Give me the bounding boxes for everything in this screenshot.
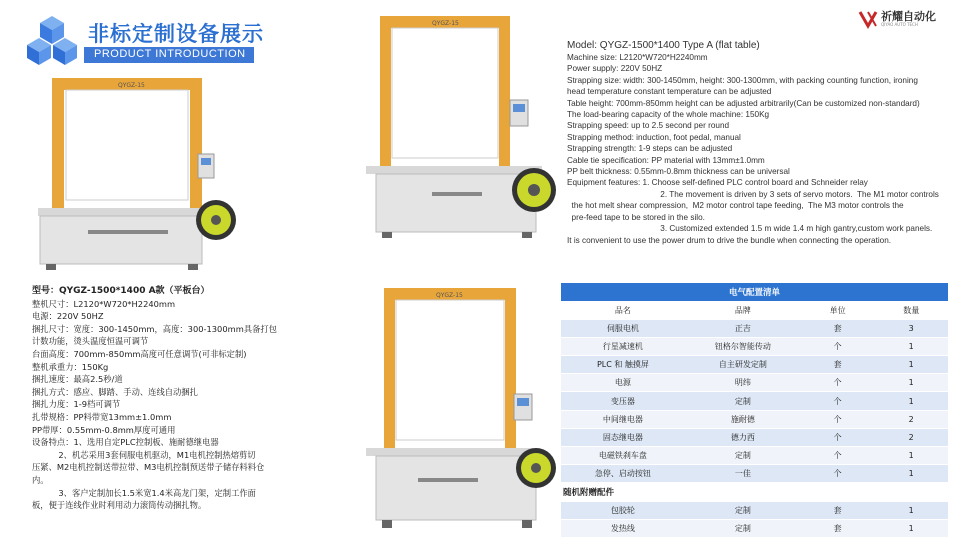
table-cell: 正吉 [685, 319, 801, 337]
table-cell: 电磁铁刹车盘 [561, 447, 685, 465]
machine-photo-2 [362, 10, 562, 240]
spec-en-model: Model: QYGZ-1500*1400 Type A (flat table) [567, 40, 760, 51]
table-cell: 套 [801, 501, 875, 519]
page-subtitle: PRODUCT INTRODUCTION [94, 48, 246, 60]
machine-label-1: QYGZ-15 [118, 82, 145, 89]
table-cell: 急停、启动按钮 [561, 465, 685, 483]
table-cell: 定制 [685, 447, 801, 465]
spec-cn-line: 3、客户定制加长1.5米宽1.4米高龙门架，定制工作面 [32, 487, 256, 498]
spec-en-line: pre-feed tape to be stored in the silo. [567, 212, 705, 222]
table-cell: 1 [874, 501, 948, 519]
spec-cn-line: 设备特点：1、选用自定PLC控制板、施耐德继电器 [32, 437, 219, 448]
table-row [561, 428, 948, 446]
table-title: 电气配置清单 [561, 283, 948, 301]
table-cell: 2 [874, 410, 948, 428]
table-row [561, 356, 948, 374]
table-row [561, 374, 948, 392]
spec-en-line: The load-bearing capacity of the whole machine: 150Kg [567, 110, 770, 120]
table-cell: 个 [801, 392, 875, 410]
table-cell: 1 [874, 465, 948, 483]
table-cell: 个 [801, 410, 875, 428]
spec-cn-line: 捆扎速度：最高2.5秒/道 [32, 374, 123, 385]
table-cell: 个 [801, 337, 875, 355]
specs-chinese [32, 285, 300, 512]
table-header-cell: 数量 [874, 301, 948, 319]
table-header-cell: 品牌 [685, 301, 801, 319]
machine-photo-1 [38, 74, 258, 274]
spec-en-line: Machine size: L2120*W720*H2240mm [567, 53, 708, 62]
spec-cn-line: 计数功能，烫头温度恒温可调节 [32, 336, 149, 347]
spec-en-line: Cable tie specification: PP material with 13mm±1.0mm [567, 155, 765, 165]
table-cell: 个 [801, 465, 875, 483]
table-cell: 1 [874, 374, 948, 392]
spec-en-line: 3. Customized extended 1.5 m wide 1.4 m high gantry,custom work panels. [567, 224, 933, 234]
spec-cn-line: 捆扎尺寸：宽度：300-1450mm，高度：300-1300mm具备打包 [32, 323, 277, 334]
table-cell: 中间继电器 [561, 410, 685, 428]
table-cell: 固态继电器 [561, 428, 685, 446]
company-subname: QIYAO AUTO TECH [881, 22, 918, 27]
table-row [561, 519, 948, 537]
spec-en-line: head temperature constant temperature can be adjusted [567, 87, 772, 97]
spec-cn-line: 内。 [32, 474, 49, 485]
electrical-config-table [561, 283, 948, 538]
spec-en-line: Power supply: 220V 50HZ [567, 64, 663, 74]
spec-en-line: Strapping speed: up to 2.5 second per round [567, 121, 730, 131]
spec-en-line: 2. The movement is driven by 3 sets of servo motors. The M1 motor controls [567, 189, 939, 199]
spec-en-line: PP belt thickness: 0.55mm-0.8mm thickness can be universal [567, 167, 790, 177]
spec-cn-line: 扎带规格：PP料带宽13mm±1.0mm [32, 411, 172, 422]
table-cell: 个 [801, 374, 875, 392]
spec-en-line: It is convenient to use the power drum to drive the bundle when connecting the operation. [567, 235, 892, 245]
spec-cn-line: 压紧、M2电机控制送带拉带、M3电机控制预送带子储存料料仓 [32, 462, 265, 473]
table-header-cell: 品名 [561, 301, 685, 319]
company-name: 祈耀自动化 [881, 10, 936, 23]
machine-label-2: QYGZ-15 [432, 20, 459, 27]
table-row [561, 501, 948, 519]
spec-cn-model: 型号：QYGZ-1500*1400 A款（平板台） [32, 286, 210, 296]
table-cell: 定制 [685, 392, 801, 410]
spec-en-line: Strapping size: width: 300-1450mm, height: 300-1300mm, with packing counting function, ironing [567, 75, 918, 85]
table-cell: 定制 [685, 519, 801, 537]
table-row [561, 410, 948, 428]
table-cell: 电源 [561, 374, 685, 392]
table-cell: 自主研发定制 [685, 356, 801, 374]
table-cell: 伺服电机 [561, 319, 685, 337]
spec-en-line: Strapping method: induction, foot pedal, manual [567, 132, 741, 142]
spec-cn-line: 捆扎力度：1-9档可调节 [32, 399, 121, 410]
machine-label-3: QYGZ-15 [436, 292, 463, 299]
spec-cn-line: 电源：220V 50HZ [32, 311, 104, 322]
table-cell: 行星减速机 [561, 337, 685, 355]
table-cell: 1 [874, 337, 948, 355]
table-row [561, 392, 948, 410]
table-cell: 套 [801, 319, 875, 337]
brand-cubes-icon [26, 14, 78, 66]
table-header-cell: 单位 [801, 301, 875, 319]
table-cell: 德力西 [685, 428, 801, 446]
spec-cn-line: 2、机芯采用3套伺服电机驱动，M1电机控制热熔剪切 [32, 449, 256, 460]
table-cell: 1 [874, 356, 948, 374]
spec-cn-line: 台面高度：700mm-850mm高度可任意调节(可非标定制) [32, 348, 247, 359]
table-cell: 一佳 [685, 465, 801, 483]
table-cell: 包胶轮 [561, 501, 685, 519]
table-cell: PLC 和 触摸屏 [561, 356, 685, 374]
table-cell: 3 [874, 319, 948, 337]
spec-cn-line: PP带厚：0.55mm-0.8mm厚度可通用 [32, 424, 176, 435]
table-cell: 个 [801, 428, 875, 446]
spec-cn-line: 板，便于连线作业时利用动力滚筒传动捆扎物。 [32, 500, 207, 511]
table-cell: 变压器 [561, 392, 685, 410]
spec-cn-line: 整机承重力：150Kg [32, 361, 109, 372]
table-cell: 2 [874, 428, 948, 446]
table-section-title: 随机附赠配件 [561, 483, 948, 501]
table-row [561, 447, 948, 465]
specs-english [567, 39, 957, 246]
table-section-row [561, 483, 948, 501]
spec-cn-line: 整机尺寸：L2120*W720*H2240mm [32, 298, 176, 309]
table-header-row [561, 301, 948, 319]
table-cell: 钮格尔智能传动 [685, 337, 801, 355]
spec-cn-line: 捆扎方式：感应、脚踏、手动、连线自动捆扎 [32, 386, 198, 397]
table-cell: 1 [874, 447, 948, 465]
table-cell: 个 [801, 447, 875, 465]
table-cell: 施耐德 [685, 410, 801, 428]
spec-en-line: Table height: 700mm-850mm height can be adjusted arbitrarily(Can be customized non-standard) [567, 98, 920, 108]
table-cell: 1 [874, 392, 948, 410]
page-title: 非标定制设备展示 [88, 22, 264, 46]
table-cell: 套 [801, 519, 875, 537]
table-row [561, 319, 948, 337]
table-cell: 套 [801, 356, 875, 374]
table-row [561, 337, 948, 355]
spec-en-line: Equipment features: 1. Choose self-defined PLC control board and Schneider relay [567, 178, 868, 188]
table-cell: 定制 [685, 501, 801, 519]
spec-en-line: the hot melt shear compression, M2 motor control tape feeding, The M3 motor controls the [567, 201, 904, 211]
machine-photo-3 [358, 282, 558, 540]
table-cell: 1 [874, 519, 948, 537]
table-cell: 明纬 [685, 374, 801, 392]
table-row [561, 465, 948, 483]
spec-en-line: Strapping strength: 1-9 steps can be adjusted [567, 144, 733, 154]
table-cell: 发热线 [561, 519, 685, 537]
